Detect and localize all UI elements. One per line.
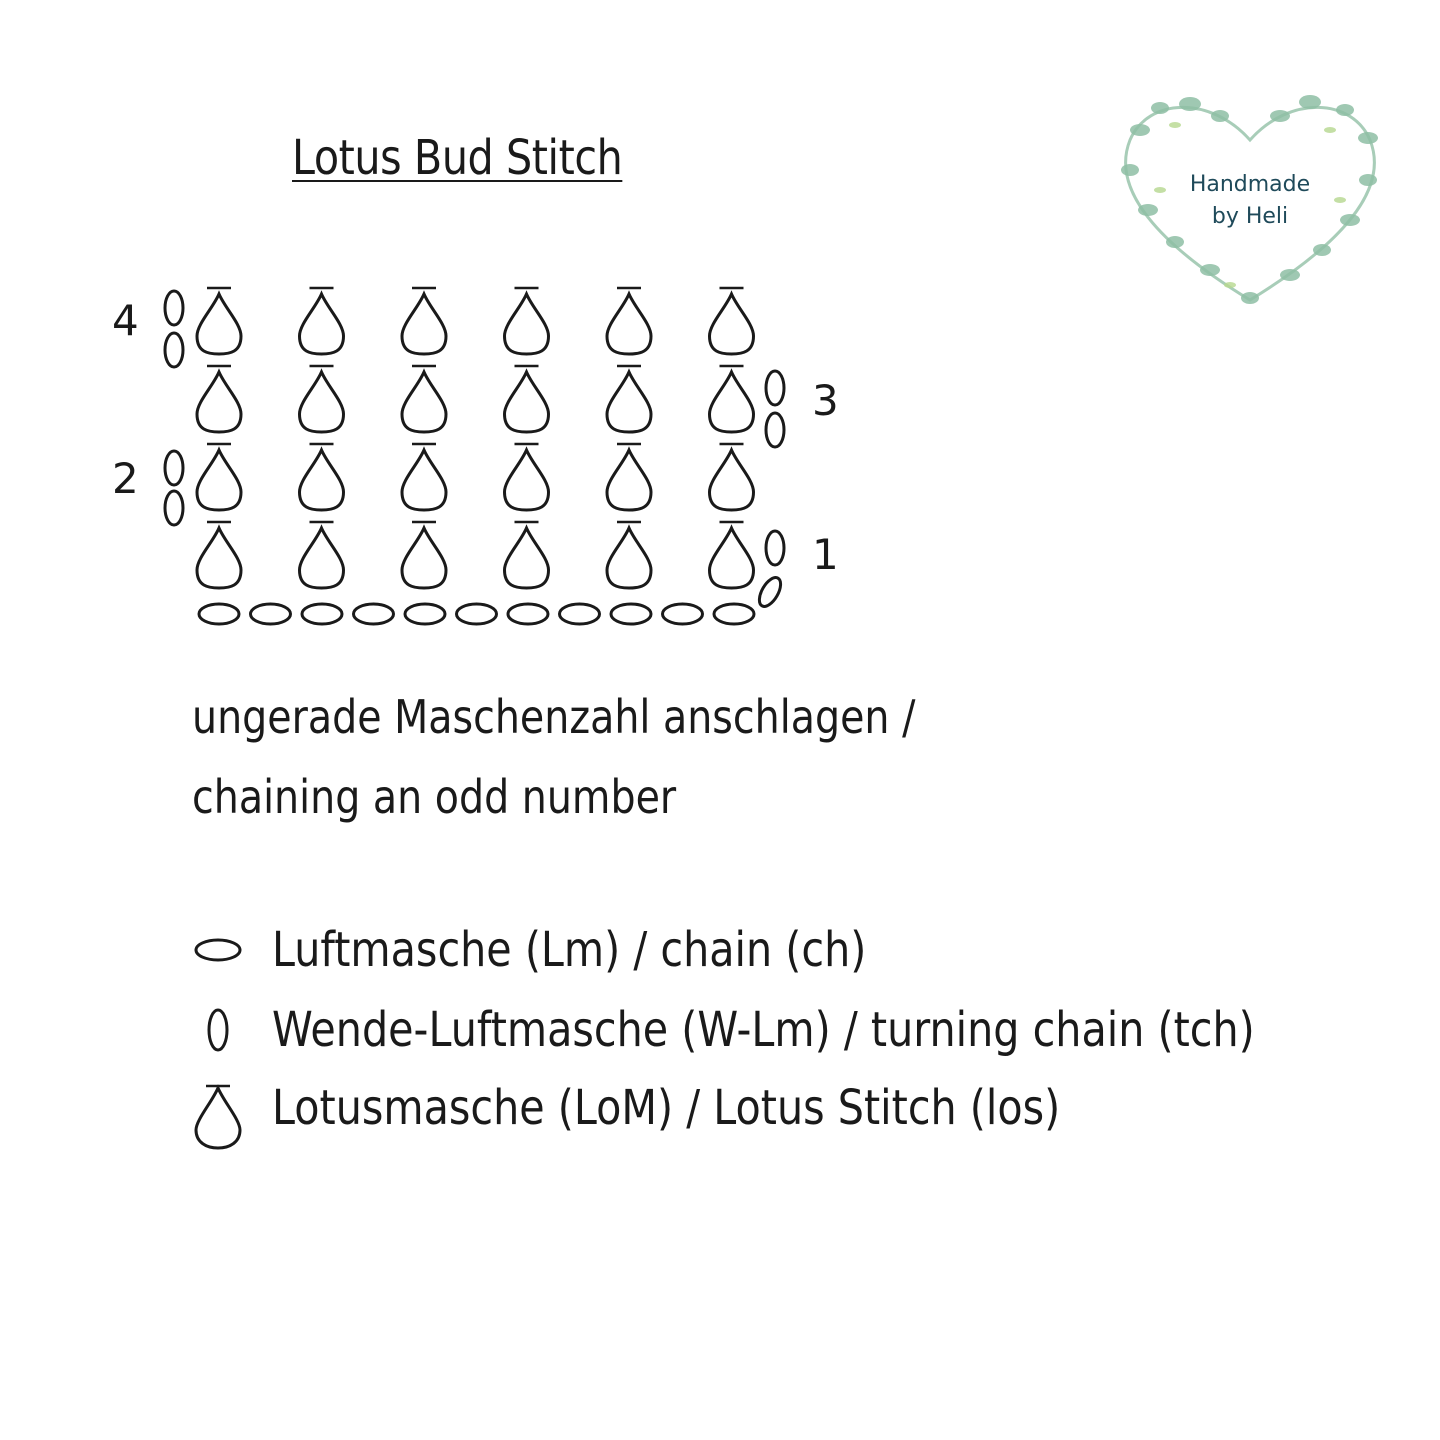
heart-wreath-icon [1100, 70, 1400, 330]
turning-chain-symbol-icon [190, 1002, 260, 1062]
lotus-stitch [505, 444, 549, 510]
lotus-stitch [607, 522, 651, 588]
lotus-stitch [197, 366, 241, 432]
note-line-1: ungerade Maschenzahl anschlagen / [192, 690, 916, 744]
lotus-stitch [710, 444, 754, 510]
foundation-chain [611, 604, 651, 624]
lotus-stitch [197, 444, 241, 510]
turning-chain [165, 491, 183, 525]
lotus-stitch [505, 288, 549, 354]
chain-symbol-icon [190, 922, 260, 982]
legend-item-lotus-stitch [190, 1080, 1390, 1150]
lotus-stitch [197, 288, 241, 354]
legend-label-turning-chain: Wende-Luftmasche (W-Lm) / turning chain (tch) [272, 1002, 1255, 1058]
page-title: Lotus Bud Stitch [292, 130, 623, 186]
turning-chain [755, 574, 785, 610]
foundation-chain [508, 604, 548, 624]
lotus-stitch [402, 288, 446, 354]
handmade-by-heli-logo [1100, 70, 1400, 330]
row-label: 3 [812, 376, 839, 425]
lotus-stitch [402, 444, 446, 510]
lotus-stitch-symbol-icon [190, 1080, 260, 1150]
foundation-chain [354, 604, 394, 624]
turning-chain [766, 531, 784, 565]
lotus-stitch [402, 366, 446, 432]
foundation-chain [199, 604, 239, 624]
turning-chain [165, 291, 183, 325]
badge-line-1: Handmade [1189, 172, 1311, 197]
badge-line-2: by Heli [1211, 204, 1289, 229]
foundation-chain [405, 604, 445, 624]
turning-chain [165, 333, 183, 367]
lotus-stitch [300, 288, 344, 354]
turning-chain [766, 371, 784, 405]
lotus-stitch [505, 522, 549, 588]
lotus-stitch [402, 522, 446, 588]
lotus-stitch [607, 288, 651, 354]
turning-chain [766, 413, 784, 447]
legend-label-chain: Luftmasche (Lm) / chain (ch) [272, 922, 867, 978]
legend-label-lotus-stitch: Lotusmasche (LoM) / Lotus Stitch (los) [272, 1080, 1061, 1136]
legend-item-turning-chain [190, 1002, 1390, 1072]
lotus-stitch [710, 366, 754, 432]
foundation-chain [251, 604, 291, 624]
lotus-stitch [607, 366, 651, 432]
legend-item-chain [190, 922, 1390, 992]
lotus-stitch [710, 288, 754, 354]
foundation-chain [457, 604, 497, 624]
foundation-chain [663, 604, 703, 624]
lotus-stitch [300, 444, 344, 510]
foundation-chain [302, 604, 342, 624]
lotus-stitch [710, 522, 754, 588]
lotus-stitch [197, 522, 241, 588]
note-line-2: chaining an odd number [192, 770, 677, 824]
row-label: 4 [112, 296, 139, 345]
foundation-chain [560, 604, 600, 624]
turning-chain [165, 451, 183, 485]
row-label: 1 [812, 530, 839, 579]
lotus-stitch [300, 522, 344, 588]
row-label: 2 [112, 454, 139, 503]
lotus-stitch [505, 366, 549, 432]
lotus-stitch [607, 444, 651, 510]
foundation-chain [714, 604, 754, 624]
lotus-stitch [300, 366, 344, 432]
